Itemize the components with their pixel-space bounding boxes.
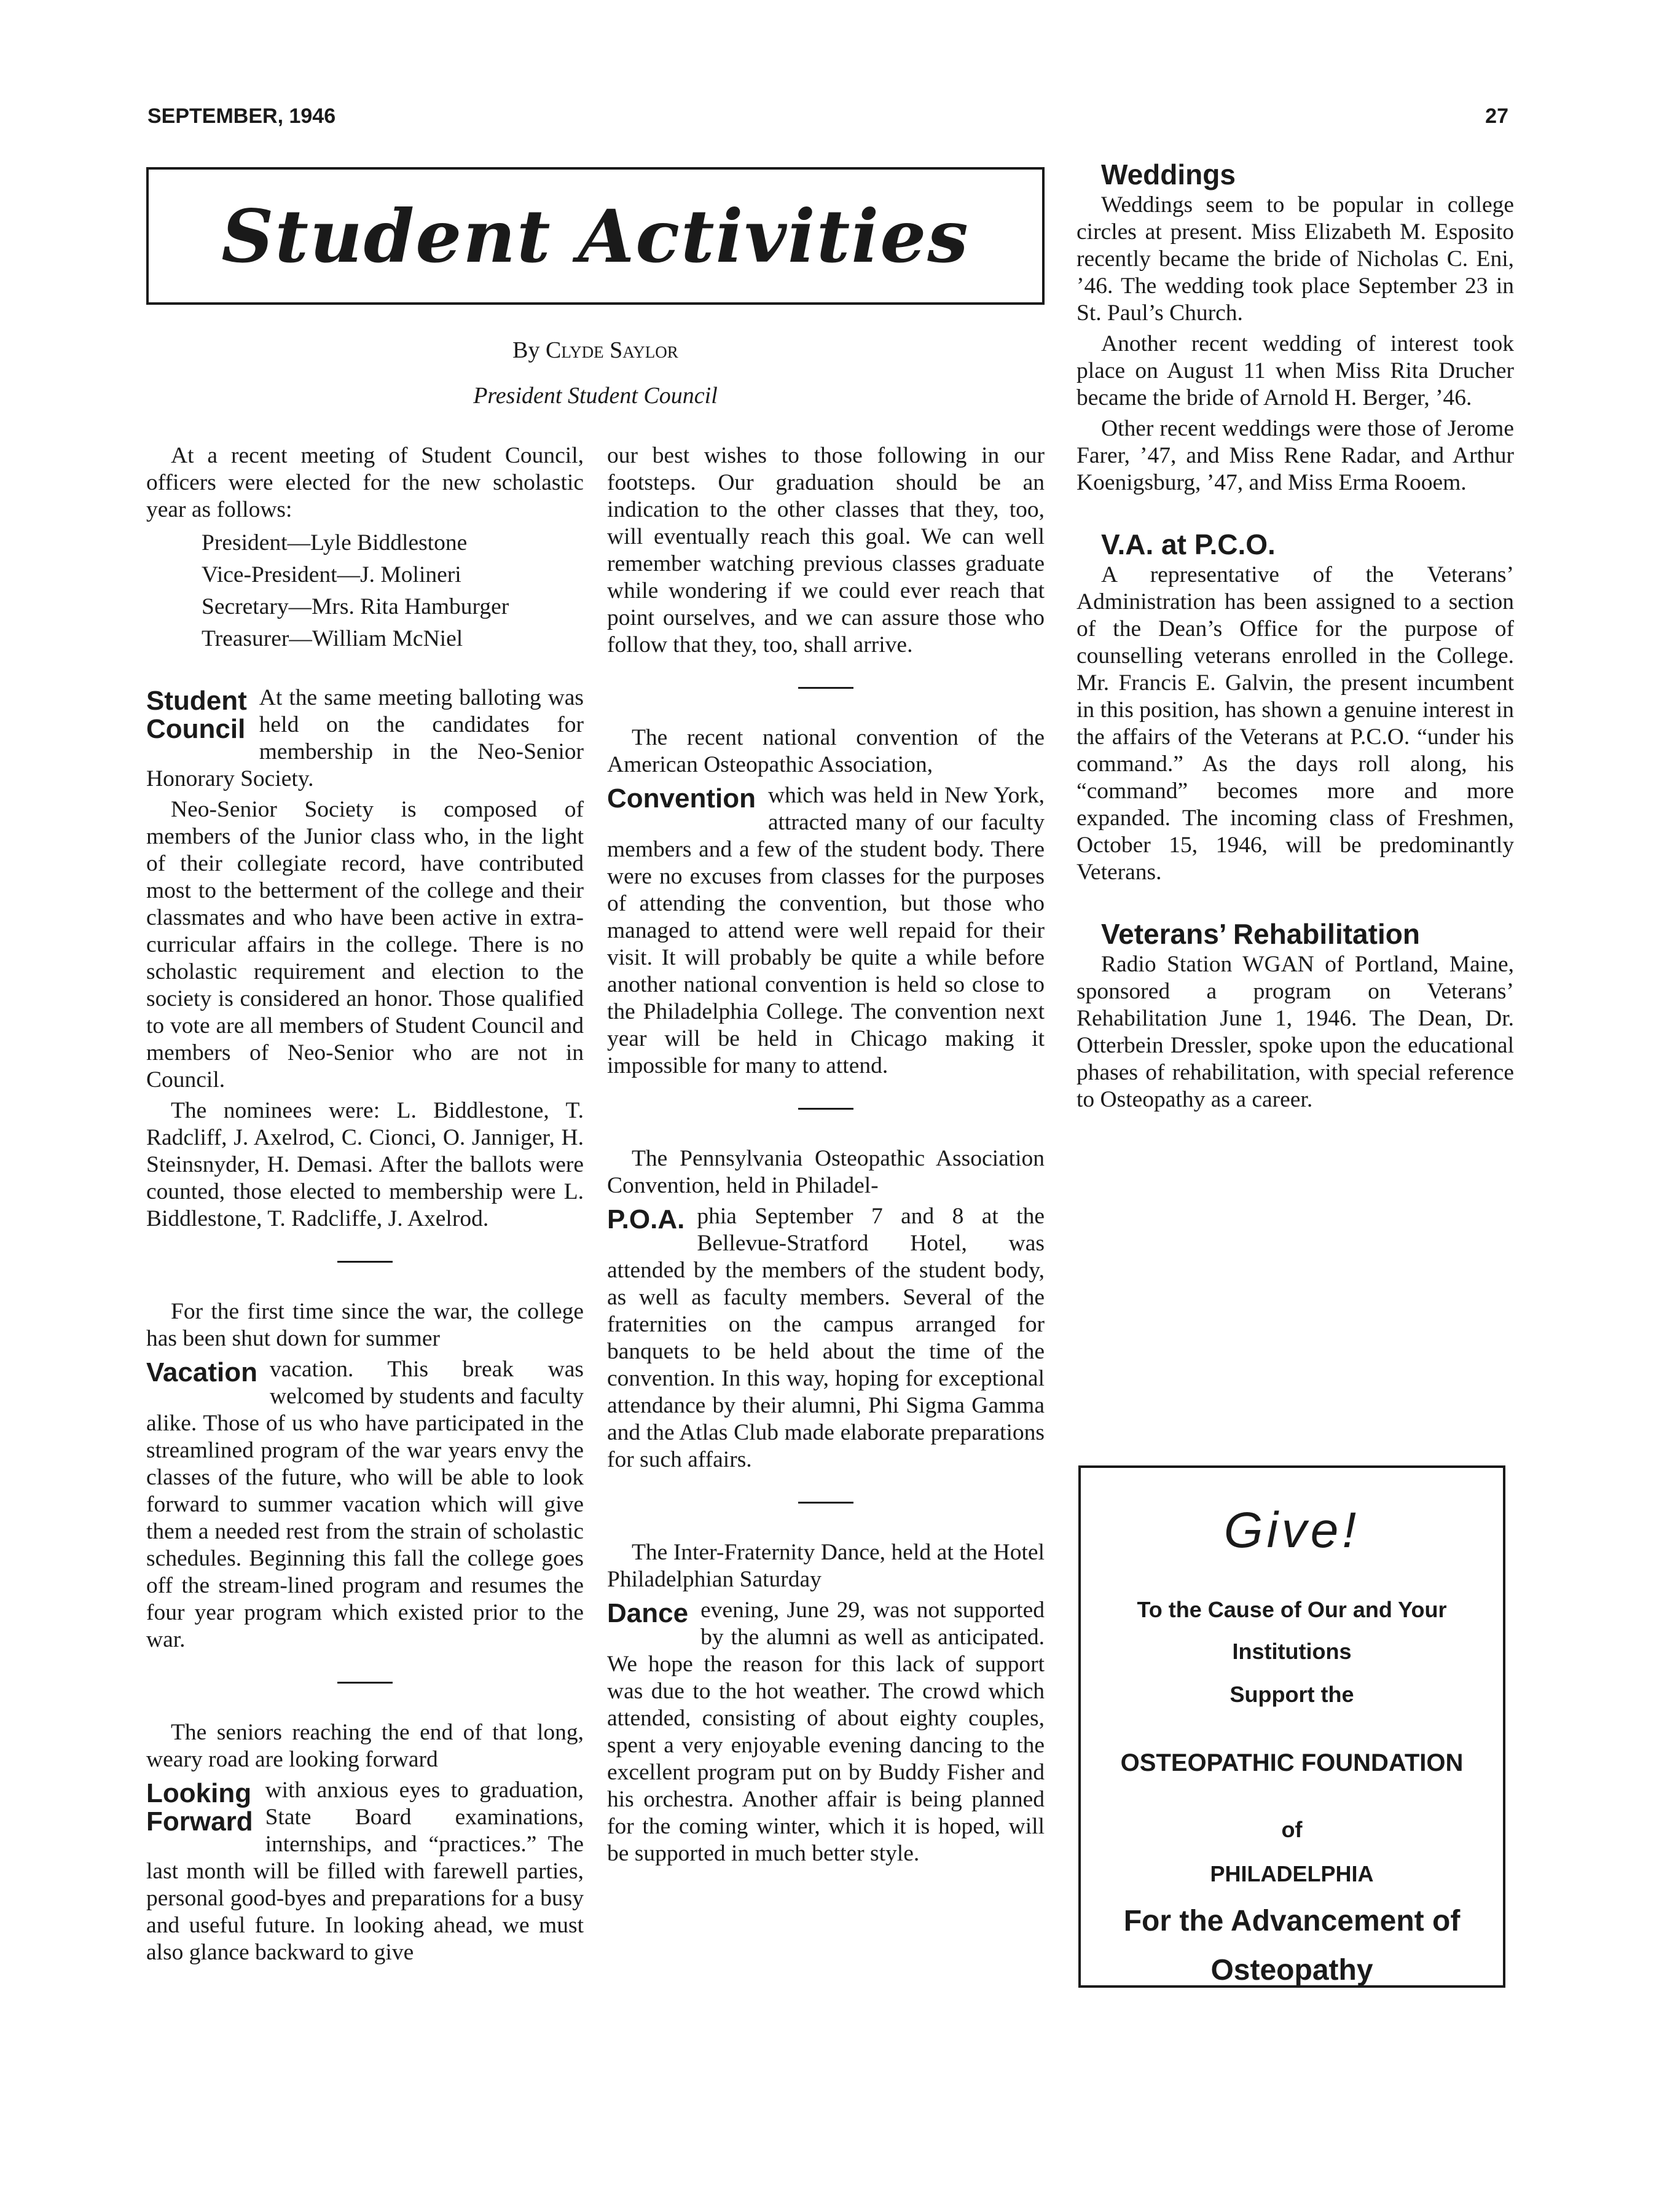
ad-line: of	[1281, 1817, 1303, 1842]
looking-forward-body: with anxious eyes to graduation, State Board examinations, internships, and “practices.” The last month will be filled with farewell parties, personal good-byes and preparations for a busy and useful future. In looking ahead, we must also glance backward to give	[146, 1778, 584, 1965]
column-2	[607, 442, 1045, 2089]
intro-paragraph: At a recent meeting of Student Council, officers were elected for the new scholastic year as follows:	[146, 443, 584, 522]
column-1	[146, 442, 584, 2089]
issue-date: SEPTEMBER, 1946	[147, 104, 336, 128]
convention-lead: The recent national convention of the American Osteopathic Association,	[607, 725, 1045, 777]
poa-lead: The Pennsylvania Osteopathic Association Convention, held in Philadel-	[607, 1146, 1045, 1198]
rehab-heading: Veterans’ Rehabilitation	[1101, 918, 1420, 950]
section-divider	[798, 1502, 853, 1504]
byline-by: By	[512, 337, 540, 363]
foundation-ad	[1078, 1465, 1505, 1988]
officer-item: Vice-President—J. Molineri	[202, 562, 461, 587]
officer-item: Treasurer—William McNiel	[202, 626, 463, 651]
dance-lead: The Inter-Fraternity Dance, held at the Hotel Philadelphian Saturday	[607, 1540, 1045, 1592]
convention-heading: Convention	[607, 783, 756, 814]
ad-foundation-name: OSTEOPATHIC FOUNDATION	[1120, 1749, 1464, 1776]
dance-heading: Dance	[607, 1598, 689, 1628]
dance-section	[607, 1597, 1045, 1867]
title-box	[146, 167, 1045, 305]
student-council-p3: The nominees were: L. Biddlestone, T. Radcliff, J. Axelrod, C. Cionci, O. Janniger, H. Steinsnyder, H. Demasi. After the ballots were counted, those elected to membership were L. Biddlestone, T. Radcliffe, J. Axelrod.	[146, 1098, 584, 1231]
officer-item: Secretary—Mrs. Rita Hamburger	[202, 594, 509, 619]
vacation-section	[146, 1356, 584, 1653]
poa-body: phia September 7 and 8 at the Bellevue-Stratford Hotel, was attended by the members of the student body, as well as faculty members. Several of the fraternities on the campus arranged for banquets to be held about the time of the convention. In this way, hoping for exceptional attendance by their alumni, Phi Sigma Gamma and the Atlas Club made elaborate preparations for such affairs.	[607, 1204, 1045, 1472]
student-council-p2: Neo-Senior Society is composed of members of the Junior class who, in the light of their collegiate record, have contributed most to the betterment of the college and their classmates and who have been active in extra-curricular affairs in the college. There is no scholastic requirement and election to the society is considered an honor. Those qualified to vote are all members of Student Council and members of Neo-Senior who are not in Council.	[146, 797, 584, 1092]
weddings-heading: Weddings	[1101, 161, 1236, 190]
convention-section	[607, 782, 1045, 1080]
ad-give: Give!	[1223, 1502, 1360, 1558]
vacation-heading: Vacation	[146, 1357, 257, 1387]
va-heading: V.A. at P.C.O.	[1101, 528, 1276, 560]
looking-forward-heading: Looking Forward	[146, 1778, 253, 1837]
officer-item: President—Lyle Biddlestone	[202, 530, 468, 555]
looking-forward-section	[146, 1777, 584, 1966]
student-council-section	[146, 684, 584, 793]
section-divider	[798, 1108, 853, 1110]
page-title: Student Activities	[221, 193, 970, 279]
ad-line: Institutions	[1232, 1639, 1352, 1664]
poa-heading: P.O.A.	[607, 1204, 685, 1234]
poa-section	[607, 1203, 1045, 1473]
looking-forward-lead: The seniors reaching the end of that long, weary road are looking forward	[146, 1720, 584, 1772]
page-number: 27	[1485, 104, 1508, 128]
looking-forward-continued: our best wishes to those following in our footsteps. Our graduation should be an indication to the other classes that they, too, will eventually reach this goal. We can well remember watching previous classes graduate while wondering if we could ever reach that point ourselves, and we can assure those who follow that they, too, shall arrive.	[607, 443, 1045, 657]
section-divider	[337, 1261, 393, 1263]
va-p1: A representative of the Veterans’ Administration has been assigned to a section of the Dean’s Office for the purpose of counselling veterans enrolled in the College. Mr. Francis E. Galvin, the present incumbent in this position, has shown a genuine interest in the affairs of the Veterans at P.C.O. “under his command.” As the days roll along, his “command” becomes more and more expanded. The incoming class of Freshmen, October 15, 1946, will be predominantly Veterans.	[1077, 562, 1514, 885]
ad-line: PHILADELPHIA	[1210, 1861, 1374, 1886]
page-header	[147, 104, 1508, 141]
weddings-p2: Another recent wedding of interest took place on August 11 when Miss Rita Drucher became the bride of Arnold H. Berger, ’46.	[1077, 331, 1514, 410]
vacation-lead: For the first time since the war, the college has been shut down for summer	[146, 1299, 584, 1351]
vacation-body: vacation. This break was welcomed by students and faculty alike. Those of us who have participated in the streamlined program of the war years envy the classes of the future, who will be able to look forward to summer vacation which will give them a needed rest from the strain of scholastic schedules. Beginning this fall the college goes off the stream-lined program and resumes the four year program which existed prior to the war.	[146, 1357, 584, 1652]
byline	[146, 337, 1045, 364]
byline-author: Clyde Saylor	[546, 337, 678, 363]
officer-list	[202, 527, 584, 655]
section-divider	[798, 687, 853, 689]
rehab-p1: Radio Station WGAN of Portland, Maine, sponsored a program on Veterans’ Rehabilitation June 1, 1946. The Dean, Dr. Otterbein Dressler, spoke upon the educational phases of rehabilitation, with special reference to Osteopathy as a career.	[1077, 952, 1514, 1112]
ad-slogan: For the Advancement of	[1123, 1905, 1461, 1937]
convention-body: which was held in New York, attracted many of our faculty members and a few of the student body. There were no excuses from classes for the purposes of attending the convention, but those who managed to attend were well repaid for their visit. It will probably be quite a while before another national convention is held so close to the Philadelphia College. The convention next year will be held in Chicago making it impossible for many to attend.	[607, 783, 1045, 1078]
column-3	[1077, 161, 1514, 1384]
section-divider	[337, 1682, 393, 1684]
ad-slogan: Osteopathy	[1210, 1954, 1373, 1986]
student-council-p1: At the same meeting balloting was held on the candidates for membership in the Neo-Senior Honorary Society.	[146, 685, 584, 791]
dance-body: evening, June 29, was not supported by the alumni as well as anticipated. We hope the reason for this lack of support was due to the hot weather. The crowd which attended, consisting of about eighty couples, spent a very enjoyable evening dancing to the excellent program put on by Buddy Fisher and his orchestra. Another affair is being planned for the coming winter, which it is hoped, will be supported in much better style.	[607, 1598, 1045, 1866]
weddings-p1: Weddings seem to be popular in college circles at present. Miss Elizabeth M. Esposito recently became the bride of Nicholas C. Eni, ’46. The wedding took place September 23 in St. Paul’s Church.	[1077, 192, 1514, 326]
byline-role: President Student Council	[473, 383, 718, 409]
ad-line: Support the	[1230, 1682, 1354, 1707]
weddings-p3: Other recent weddings were those of Jerome Farer, ’47, and Miss Rene Radar, and Arthur Koenigsburg, ’47, and Miss Erma Rooem.	[1077, 416, 1514, 495]
student-council-heading: Student Council	[146, 686, 247, 744]
ad-line: To the Cause of Our and Your	[1137, 1597, 1447, 1622]
